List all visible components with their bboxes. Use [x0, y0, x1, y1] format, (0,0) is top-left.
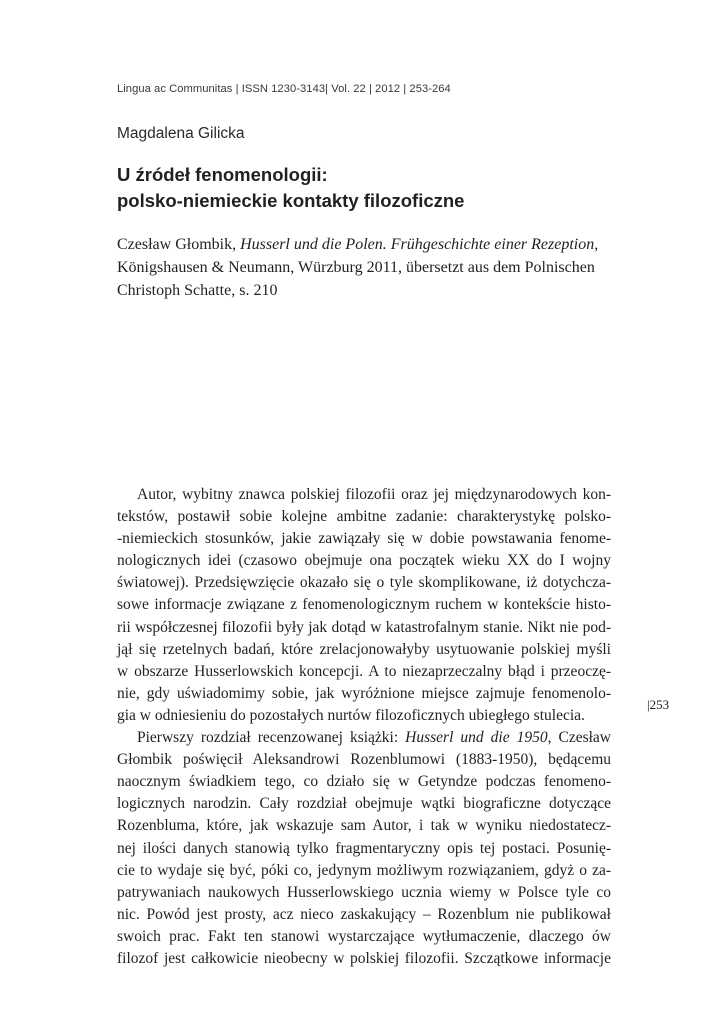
reference-publisher: Königshausen & Neumann, Würzburg 2011, übersetzt aus dem Polnischen [117, 259, 595, 276]
page-number: |253 [647, 697, 670, 712]
body-line: -niemieckich stosunków, jakie zawiązały się w dobie powstawania fenome- [117, 530, 611, 548]
body-line: Głombik poświęcił Aleksandrowi Rozenblumowi (1883-1950), będącemu [117, 751, 611, 769]
reviewed-book-reference [117, 233, 598, 302]
body-line: nic. Powód jest prosty, acz nieco zaskakujący – Rozenblum nie publikował [117, 905, 611, 923]
reference-translator: Christoph Schatte, s. 210 [117, 282, 278, 299]
body-text: , Czesław [547, 729, 611, 747]
body-line: sowe informacje związane z fenomenologicznym ruchem w kontekście histo- [117, 596, 611, 614]
reference-book-title: Husserl und die Polen. Frühgeschichte einer Rezeption [240, 236, 595, 253]
book-title-italic: Husserl und die 1950 [405, 729, 548, 747]
article-title [117, 162, 464, 214]
body-line: nie, gdy uświadomimy sobie, jak wyróżnione miejsce zajmuje fenomenolo- [117, 684, 611, 702]
body-line: rii współczesnej filozofii były jak dotąd w katastrofalnym stanie. Nikt nie pod- [117, 618, 611, 636]
body-line: nologicznych idei (czasowo obejmuje ona początek wieku XX do I wojny [117, 552, 611, 570]
body-line: cie to wydaje się być, póki co, jedynym możliwym rozwiązaniem, gdyż o za- [117, 861, 611, 879]
body-line: Rozenbluma, które, jak wskazuje sam Autor, i tak w wyniku niedostatecz- [117, 817, 611, 835]
body-line: naocznym świadkiem tego, co działo się w Getyndze podczas fenomeno- [117, 773, 611, 791]
body-text: Pierwszy rozdział recenzowanej książki: [137, 729, 406, 747]
body-line: patrywaniach naukowych Husserlowskiego ucznia wiemy w Polsce tyle co [117, 883, 611, 901]
body-line: tekstów, postawił sobie kolejne ambitne zadanie: charakterystykę polsko- [117, 508, 611, 526]
body-line: światowej). Przedsięwzięcie okazało się o tyle skomplikowane, iż dotychcza- [117, 574, 611, 592]
author-name: Magdalena Gilicka [117, 125, 245, 142]
reference-author: Czesław Głombik, [117, 236, 241, 253]
reference-punctuation: , [594, 236, 599, 253]
running-head: Lingua ac Communitas | ISSN 1230-3143| Vol. 22 | 2012 | 253-264 [117, 83, 451, 95]
title-line: U źródeł fenomenologii: [117, 164, 328, 185]
review-body [117, 484, 611, 970]
body-line: w obszarze Husserlowskich koncepcji. A to niezaprzeczalny błąd i przeoczę- [117, 662, 611, 680]
body-line: filozof jest całkowicie nieobecny w polskiej filozofii. Szczątkowe informacje [117, 949, 611, 967]
paragraph-2 [117, 727, 611, 970]
body-line: Autor, wybitny znawca polskiej filozofii oraz jej międzynarodowych kon- [137, 486, 611, 503]
body-line: swoich prac. Fakt ten stanowi wystarczające wytłumaczenie, dlaczego ów [117, 927, 611, 945]
body-line: gia w odniesieniu do pozostałych nurtów filozoficznych ubiegłego stulecia. [117, 706, 585, 724]
paragraph-1 [117, 484, 611, 727]
body-line [117, 727, 611, 749]
body-line: jął się rzetelnych badań, które zrelacjonowałyby usytuowanie polskiej myśli [117, 640, 611, 658]
reference-line [117, 233, 598, 256]
body-line: logicznych narodzin. Cały rozdział obejmuje wątki biograficzne dotyczące [117, 795, 611, 813]
body-line: nej ilości danych stanowią tylko fragmentaryczny opis tej postaci. Posunię- [117, 839, 611, 857]
title-line: polsko-niemieckie kontakty filozoficzne [117, 190, 465, 211]
